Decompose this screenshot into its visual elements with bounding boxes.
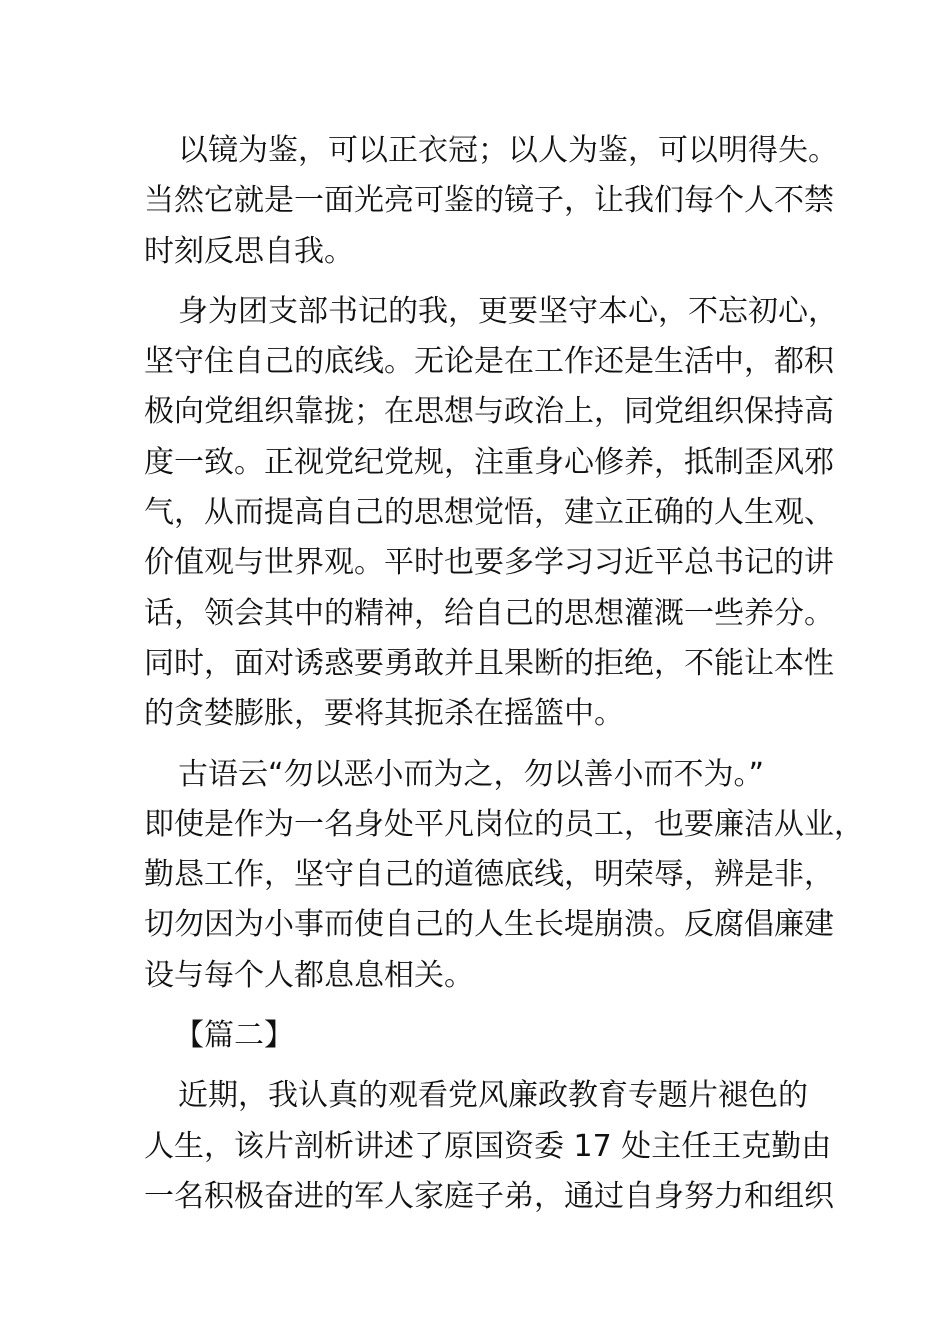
text-line: 话，领会其中的精神，给自己的思想灌溉一些养分。 — [144, 595, 834, 631]
text-line: 时刻反思自我。 — [144, 233, 354, 269]
text-line: 切勿因为小事而使自己的人生长堤崩溃。反腐倡廉建 — [144, 907, 834, 943]
text-line: 以镜为鉴，可以正衣冠；以人为鉴，可以明得失。 — [178, 133, 838, 168]
text-line: 的贪婪膨胀，要将其扼杀在摇篮中。 — [144, 696, 624, 732]
text-line: 当然它就是一面光亮可鉴的镜子，让我们每个人不禁 — [144, 183, 834, 219]
paragraph-secretary — [144, 287, 838, 740]
text-line: 一名积极奋进的军人家庭子弟，通过自身努力和组织 — [144, 1178, 834, 1214]
text-line: 古语云“勿以恶小而为之，勿以善小而不为。” — [178, 756, 765, 792]
document-body — [144, 126, 864, 1222]
section-heading — [144, 1011, 824, 1061]
text-line: 坚守住自己的底线。无论是在工作还是生活中，都积 — [144, 344, 834, 380]
text-line: 近期，我认真的观看党风廉政教育专题片褪色的 — [178, 1078, 808, 1114]
text-line: 气，从而提高自己的思想觉悟，建立正确的人生观、 — [144, 495, 834, 531]
section-title: 【篇二】 — [174, 1018, 294, 1054]
text-line: 设与每个人都息息相关。 — [144, 957, 474, 993]
paragraph-mirror — [144, 126, 838, 277]
text-line: 勤恳工作，坚守自己的道德底线，明荣辱，辨是非， — [144, 857, 834, 893]
text-line: 极向党组织靠拢；在思想与政治上，同党组织保持高 — [144, 394, 834, 430]
paragraph-recent — [144, 1071, 834, 1222]
text-line: 人生，该片剖析讲述了原国资委 17 处主任王克勤由 — [144, 1128, 832, 1164]
text-line: 价值观与世界观。平时也要多学习习近平总书记的讲 — [144, 545, 834, 581]
text-line: 度一致。正视党纪党规，注重身心修养，抵制歪风邪 — [144, 444, 834, 480]
text-line: 身为团支部书记的我，更要坚守本心，不忘初心， — [178, 293, 838, 329]
text-line: 即使是作为一名身处平凡岗位的员工，也要廉洁从业， — [144, 806, 864, 842]
text-line: 同时，面对诱惑要勇敢并且果断的拒绝，不能让本性 — [144, 645, 834, 681]
paragraph-proverb — [144, 750, 864, 1001]
